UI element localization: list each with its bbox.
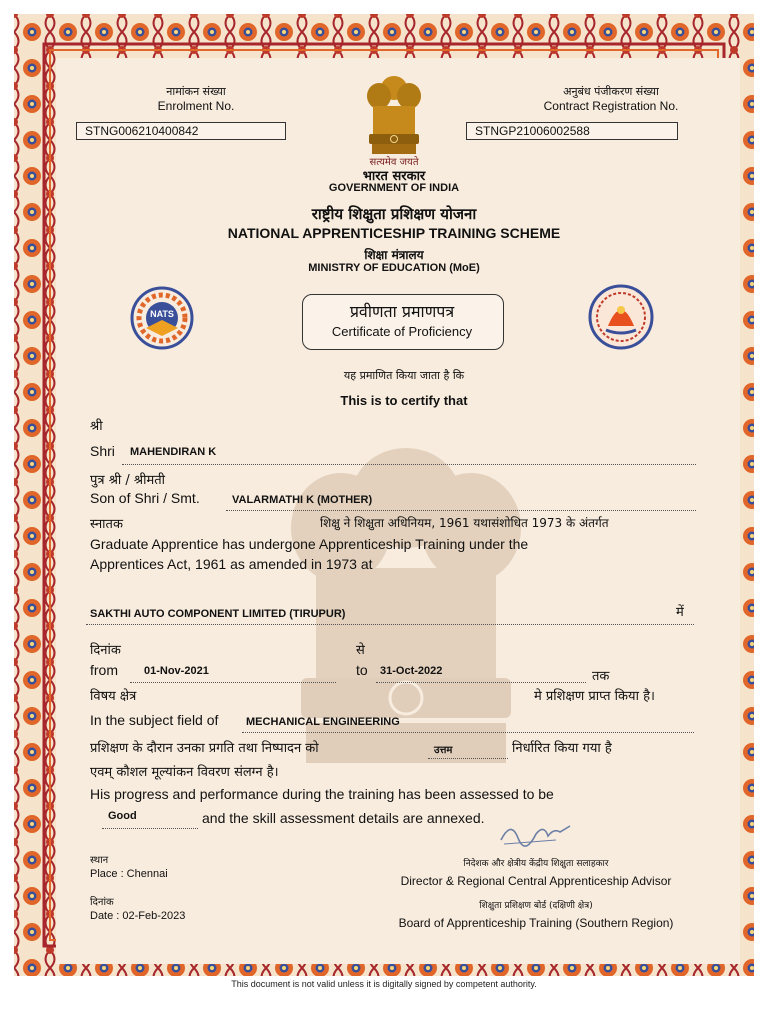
certificate-paper — [56, 58, 740, 964]
scheme-title-hi: राष्ट्रीय शिक्षुता प्रशिक्षण योजना — [311, 205, 477, 223]
ministry-title-hi: शिक्षा मंत्रालय — [364, 248, 424, 262]
certify-text-hi: यह प्रमाणित किया जाता है कि — [343, 369, 465, 382]
tak-label-hi: तक — [592, 669, 610, 684]
govt-title-hi: भारत सरकार — [362, 169, 426, 184]
graduate-text-line1: Graduate Apprentice has undergone Apprenticeship Training under the — [90, 536, 529, 552]
enrolment-number: STNG006210400842 — [76, 122, 286, 140]
from-label: from — [90, 662, 118, 678]
son-label-hi: पुत्र श्री / श्रीमती — [90, 473, 166, 488]
son-label: Son of Shri / Smt. — [90, 490, 200, 506]
name-underline — [122, 464, 696, 465]
ministry-title: MINISTRY OF EDUCATION (MoE) — [308, 262, 480, 274]
from-underline — [130, 682, 336, 683]
ashoka-emblem-icon — [364, 70, 424, 156]
place-label-hi: स्थान — [90, 855, 109, 866]
graduate-label-hi: स्नातक — [90, 517, 123, 532]
shri-label-hi: श्री — [90, 419, 103, 434]
graduate-text-line2: Apprentices Act, 1961 as amended in 1973 at — [90, 556, 373, 572]
scheme-title: NATIONAL APPRENTICESHIP TRAINING SCHEME — [227, 225, 561, 241]
board-title: Board of Apprenticeship Training (Southern Region) — [398, 916, 674, 930]
certificate-title: Certificate of Proficiency — [331, 324, 473, 339]
se-label-hi: से — [356, 643, 365, 658]
subject-underline — [242, 732, 694, 733]
apprentice-name: MAHENDIRAN K — [130, 446, 217, 458]
director-title-hi: निदेशक और क्षेत्रीय केंद्रीय शिक्षुता सलाहकार — [463, 859, 609, 869]
grade-hi-underline — [428, 758, 508, 759]
company-underline — [86, 624, 694, 625]
progress-text-hi-1: प्रशिक्षण के दौरान उनका प्रगति तथा निष्पादन को — [90, 741, 319, 756]
director-title: Director & Regional Central Apprenticeship Advisor — [400, 874, 672, 888]
place: Place : Chennai — [90, 868, 168, 880]
govt-title: GOVERNMENT OF INDIA — [328, 182, 460, 194]
nats-logo-text: NATS — [150, 309, 174, 319]
motto: सत्यमेव जयते — [369, 157, 419, 168]
progress-text-en-2: and the skill assessment details are annexed. — [202, 810, 485, 826]
validity-note: This document is not valid unless it is digitally signed by competent authority. — [231, 979, 537, 989]
parent-name: VALARMATHI K (MOTHER) — [232, 494, 373, 506]
from-date: 01-Nov-2021 — [144, 665, 209, 677]
grade-hi: उत्तम — [434, 745, 453, 756]
enrolment-label: Enrolment No. — [157, 99, 235, 113]
received-text-hi: मे प्रशिक्षण प्राप्त किया है। — [534, 689, 655, 704]
certificate-frame — [14, 14, 754, 976]
parent-underline — [226, 510, 696, 511]
signature-icon — [496, 818, 576, 850]
contract-label-hi: अनुबंध पंजीकरण संख्या — [563, 85, 659, 98]
grade-underline — [102, 828, 198, 829]
subject-label: In the subject field of — [90, 712, 219, 728]
nats-logo-icon — [130, 286, 194, 350]
certify-text: This is to certify that — [340, 393, 468, 408]
shri-label: Shri — [90, 443, 115, 459]
in-label-hi: में — [676, 605, 684, 620]
contract-label: Contract Registration No. — [543, 99, 679, 113]
to-underline — [376, 682, 586, 683]
enrolment-label-hi: नामांकन संख्या — [166, 85, 226, 98]
subject-field: MECHANICAL ENGINEERING — [246, 716, 400, 728]
boat-logo-icon — [588, 284, 654, 350]
date-label-hi: दिनांक — [90, 643, 121, 658]
graduate-text-hi: शिक्षु ने शिक्षुता अधिनियम, 1961 यथासंशोधित 1973 के अंतर्गत — [320, 516, 609, 530]
board-title-hi: शिक्षुता प्रशिक्षण बोर्ड (दक्षिणी क्षेत्र) — [479, 901, 593, 911]
grade-en: Good — [108, 810, 137, 822]
certificate-title-hi: प्रवीणता प्रमाणपत्र — [349, 302, 455, 321]
progress-text-hi-2: निर्धारित किया गया है — [512, 741, 612, 756]
progress-text-en-1: His progress and performance during the training has been assessed to be — [90, 786, 554, 802]
progress-text-hi-3: एवम् कौशल मूल्यांकन विवरण संलग्न है। — [90, 765, 279, 780]
to-date: 31-Oct-2022 — [380, 665, 443, 677]
subject-label-hi: विषय क्षेत्र — [90, 689, 137, 704]
company-name: SAKTHI AUTO COMPONENT LIMITED (TIRUPUR) — [90, 608, 346, 620]
contract-number: STNGP21006002588 — [466, 122, 678, 140]
issue-date: Date : 02-Feb-2023 — [90, 910, 186, 922]
date-label-footer-hi: दिनांक — [90, 897, 114, 908]
to-label: to — [356, 662, 368, 678]
